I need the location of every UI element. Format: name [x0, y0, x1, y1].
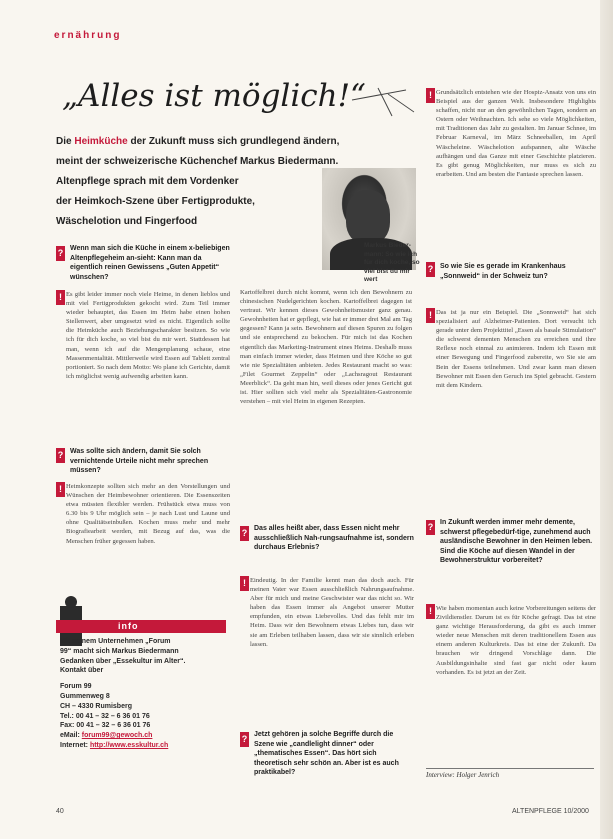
page-title: „Alles ist möglich!“: [62, 78, 366, 114]
answer-1: Es gibt leider immer noch viele Heime, in denen lieblos und mit viel Fertigprodukten gekocht wird. Zum Teil immer wieder behauptet, das Essen im Heim habe einen hohen Stellenwert, aber umgesetzt wird es nicht. Eigentlich sollte die Heimküche auch Beziehungscharakter besitzen. So wie ich für dich koche, so viel bist du mir wert. Stattdessen hat man, wenn ich auf die Mengenplanung schaue, eine Massenmentalität. Mittlerweile wird Essen auf Tablett zentral portioniert. So nach dem Motto: Wo plane ich Gerichte, damit ich möglichst wenig aufwendig arbeiten kann.: [66, 291, 230, 380]
info-line: Gedanken über „Essekultur im Alter“.: [60, 657, 186, 665]
lede-text: Die: [56, 136, 75, 147]
portrait-head: [346, 190, 390, 244]
photo-caption: Markus Bieder-mann: So wie ich für dich koche, so viel bist du mir wert: [364, 242, 420, 283]
question-marker-icon: ?: [56, 448, 65, 463]
info-email-label: eMail:: [60, 732, 82, 740]
issue-label: ALTENPFLEGE 10/2000: [512, 808, 589, 815]
info-title: info: [118, 621, 139, 631]
lede-text: der Zukunft muss sich grundlegend ändern,: [127, 136, 340, 147]
question-marker-icon: ?: [240, 732, 249, 747]
info-web-label: Internet:: [60, 741, 90, 749]
divider: [426, 768, 594, 769]
answer-2: Heimkonzepte sollten sich mehr an den Vorstellungen und Wünschen der Heimbewohner orientieren. Die Essenszeiten etwa müssten flexibler werden. Frühstück etwa muss von 6.30 bis 9 Uhr möglich sein – je nach Lust und Laune und ohne Qualitätseinbußen. Kochen muss mehr und mehr Biografiearbeit werden, mit Bezug auf das, was die Menschen früher gegessen haben.: [66, 483, 230, 545]
question-marker-icon: ?: [56, 246, 65, 261]
info-email-link[interactable]: forum99@gewoch.ch: [81, 732, 153, 740]
answer-7: Wie haben momentan auch keine Vorbereitungen seitens der Zivildienstler. Darum ist es für Köche gefragt. Das ist eine ganz wichtige Herausforderung, da gibt es auch immer wieder neue Menschen mit deren traditionellem Essen aus einem anderen Kulturkreis. Das ist eine der Zukunft. Da brauchen wir dringend Vorschläge dann. Die Ausbildungsinhalte sind fast gar nicht oder kaum vorhanden. Es ist jetzt an der Zeit.: [436, 605, 596, 676]
lede-text: Altenpflege sprach mit dem Vordenker: [56, 176, 239, 187]
answer-marker-icon: !: [426, 604, 435, 619]
info-line: 99“ macht sich Markus Biedermann: [60, 647, 179, 655]
section-label: ernährung: [54, 30, 122, 41]
question-5: So wie Sie es gerade im Krankenhaus „Sonnweid“ in der Schweiz tun?: [440, 263, 566, 280]
info-box: [56, 620, 226, 805]
question-2: Was sollte sich ändern, damit Sie solch vernichtende Urteile nicht mehr sprechen müssen?: [70, 448, 209, 474]
interviewer-credit: Interview: Holger Jenrich: [426, 771, 500, 779]
info-body: [60, 637, 226, 751]
info-line: Tel.: 00 41 – 32 – 6 36 01 76: [60, 712, 150, 720]
answer-marker-icon: !: [426, 308, 435, 323]
lede-text: meint der schweizerische Küchenchef Markus Biedermann.: [56, 156, 339, 167]
lede-highlight: Heimküche: [74, 136, 128, 147]
info-line: CH – 4330 Rumisberg: [60, 702, 132, 710]
lede-text: der Heimkoch-Szene über Fertigprodukte,: [56, 196, 255, 207]
answer-5: Grundsätzlich entstehen wie der Hospiz-Ansatz von uns ein Beispiel aus der ganzen Welt. Insbesondere Highlights schaffen, nicht nur an den gewöhnlichen Tagen, sondern an Ostern oder Weihnachten. Ich sehe so viele Möglichkeiten, mit Traditionen das Jahr zu gestalten. Im Januar Schnee, im Februar Karneval, im März Schneeballen, im April Wäscheleine. Wäschelotion aufspannen, alte Wäsche aufhängen und das Ganze mit einer Geschichte platzieren. Es gibt genug Möglichkeiten, nur muss es sich zu erarbeiten. Und am besten die Fantasie sprechen lassen.: [436, 89, 596, 178]
info-line: Mit seinem Unternehmen „Forum: [60, 638, 171, 645]
answer-marker-icon: !: [426, 88, 435, 103]
answer-marker-icon: !: [56, 290, 65, 305]
page-edge: [600, 0, 613, 839]
question-marker-icon: ?: [426, 520, 435, 535]
answer-marker-icon: !: [240, 576, 249, 591]
info-line: Fax: 00 41 – 32 – 6 36 01 76: [60, 722, 151, 730]
question-4: Jetzt gehören ja solche Begriffe durch die Szene wie „candlelight dinner“ oder „thematisches Essen“. Das hört sich theoretisch sehr schön an. Aber ist es auch praktikabel?: [254, 731, 399, 776]
info-web-link[interactable]: http://www.esskultur.ch: [89, 741, 169, 749]
question-marker-icon: ?: [426, 262, 435, 277]
scribble-decoration-icon: [348, 82, 420, 120]
page-number: 40: [56, 808, 64, 815]
question-3: Das alles heißt aber, dass Essen nicht mehr ausschließlich Nah-rungsaufnahme ist, sondern durchaus Erlebnis?: [254, 525, 414, 551]
info-header-bar: [56, 620, 226, 633]
info-line: Kontakt über: [60, 667, 104, 675]
answer-6: Das ist ja nur ein Beispiel. Die „Sonnweid“ hat sich spezialisiert auf Alzheimer-Patienten. Dort versucht ich gerade unter dem Projekttitel „Essen als basale Stimulation“ die schwerst dementen Menschen zu erreichen und ihre Reflexe noch einmal zu animieren. Indem ich Essen mit einer Bewegung und Fingerfood zubereite, wo Sie sie am Bein der Essens teilnehmen. Und zwar kann man diesen Bewohner mit Essen den Geruch ins Spiel gebracht. Gestern mit dem Kindern.: [436, 309, 596, 389]
info-line: Gummenweg 8: [60, 692, 110, 700]
info-line: Forum 99: [60, 683, 92, 691]
answer-3: Kartoffelbrei durch nicht kommt, wenn ich den Bewohnern zu chinesischen Nudelgerichten kochen. Kartoffelbrei dagegen ist vertraut. Wir kennen dieses Gewohnheitsmuster ganz genau. Gewohnheiten hat er gepflegt, wie hat er immer drei Mal am Tag gegessen? Kann ja sein. Bewohnern auf diesen Spuren zu folgen und sie entsprechend zu bekochen. Für mich ist das Kochen eigentlich das Marketing-Instrument eines Heims. Deshalb muss man einfach immer wieder, dass Heimen und ihre Köche so gut wie nie Spezialitäten anbieten. Jedes Restaurant macht so was: „Filet Gourmet Zeppelin“ oder „Lachsragout Restaurant Meerblick“. Da geht man hin, weil dieses oder jenes Gericht gut ist. Hier sollten sich viel mehr als Spezialitäten-Gastronomie verstehen – mit viel Heim in eigenen Rezepten.: [240, 289, 412, 406]
lede-text: Wäschelotion und Fingerfood: [56, 216, 198, 227]
question-1: Wenn man sich die Küche in einem x-beliebigen Altenpflegeheim an-sieht: Kann man da eigentlich reinen Gewissens „Guten Appetit“ wünschen?: [70, 245, 230, 281]
answer-4: Eindeutig. In der Familie kennt man das doch auch. Für meinen Vater war Essen ausschließlich Nahrungsaufnahme. Aber für mich und meine Geschwister war das nicht so. Wir haben das Essen immer als Angebot unserer Mutter empfunden, ein etwas Liebevolles. Und das fehlt mir im Heim. Dass wir den Bewohnern etwas Liebes tun, dass wir sie am Erleben teilhaben lassen, dass wir sie sinnlich erleben lassen.: [250, 577, 414, 648]
question-6: In Zukunft werden immer mehr demente, schwerst pflegebedürf-tige, zunehmend auch ausländische Bewohner in den Heimen leben. Sind die Köche auf diesen Wandel in der Bewohnerstruktur vorbereitet?: [440, 519, 593, 564]
question-marker-icon: ?: [240, 526, 249, 541]
answer-marker-icon: !: [56, 482, 65, 497]
